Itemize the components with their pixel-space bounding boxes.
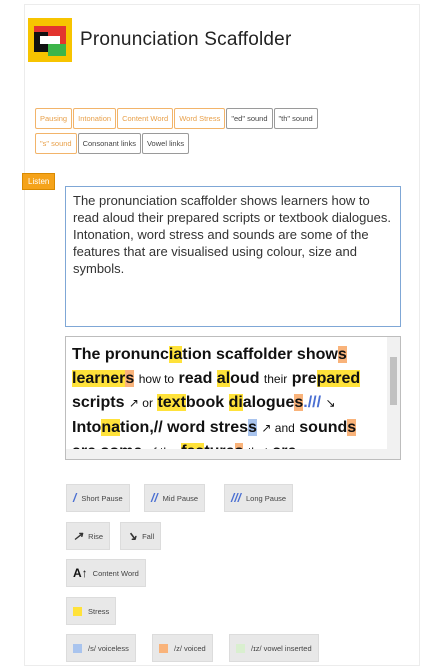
word-stress-toggle[interactable]: Word Stress xyxy=(174,108,225,129)
vowel-inserted-legend[interactable]: /ɪz/ vowel inserted xyxy=(229,634,319,662)
content-word-legend[interactable]: A↑ Content Word xyxy=(66,559,146,587)
vertical-scrollbar[interactable] xyxy=(387,337,400,459)
mid-pause-legend[interactable]: // Mid Pause xyxy=(144,484,205,512)
s-sound-toggle[interactable]: "s" sound xyxy=(35,133,77,154)
intonation-toggle[interactable]: Intonation xyxy=(73,108,116,129)
vowel-links-toggle[interactable]: Vowel links xyxy=(142,133,189,154)
scaffolded-output[interactable] xyxy=(65,336,401,460)
feature-toggle-bar xyxy=(35,108,405,158)
content-word-toggle[interactable]: Content Word xyxy=(117,108,173,129)
ed-sound-toggle[interactable]: "ed" sound xyxy=(226,108,272,129)
consonant-links-toggle[interactable]: Consonant links xyxy=(78,133,141,154)
app-header xyxy=(28,20,291,60)
rise-legend[interactable]: ↗ Rise xyxy=(66,522,110,550)
horizontal-scrollbar[interactable] xyxy=(66,449,400,459)
scrollbar-thumb[interactable] xyxy=(390,357,397,405)
voiced-legend[interactable]: /z/ voiced xyxy=(152,634,213,662)
scaffolded-text: The pronunciation scaffolder shows learners how to read aloud their prepared scripts ↗ or textbook dialogues./// ↘ Intonation,// word stress ↗ and sounds xyxy=(72,343,400,460)
app-logo xyxy=(28,18,72,62)
long-pause-legend[interactable]: /// Long Pause xyxy=(224,484,293,512)
listen-button[interactable]: Listen xyxy=(22,173,55,190)
th-sound-toggle[interactable]: "th" sound xyxy=(274,108,318,129)
script-input[interactable]: The pronunciation scaffolder shows learners how to read aloud their prepared scripts or textbook dialogues. Intonation, word stress and sounds are some of the features that are visualised using colour, size and symbols. xyxy=(65,186,401,327)
short-pause-legend[interactable]: / Short Pause xyxy=(66,484,130,512)
fall-legend[interactable]: ↘ Fall xyxy=(120,522,161,550)
app-title: Pronunciation Scaffolder xyxy=(80,29,292,50)
pausing-toggle[interactable]: Pausing xyxy=(35,108,72,129)
stress-legend[interactable]: Stress xyxy=(66,597,116,625)
voiceless-legend[interactable]: /s/ voiceless xyxy=(66,634,136,662)
